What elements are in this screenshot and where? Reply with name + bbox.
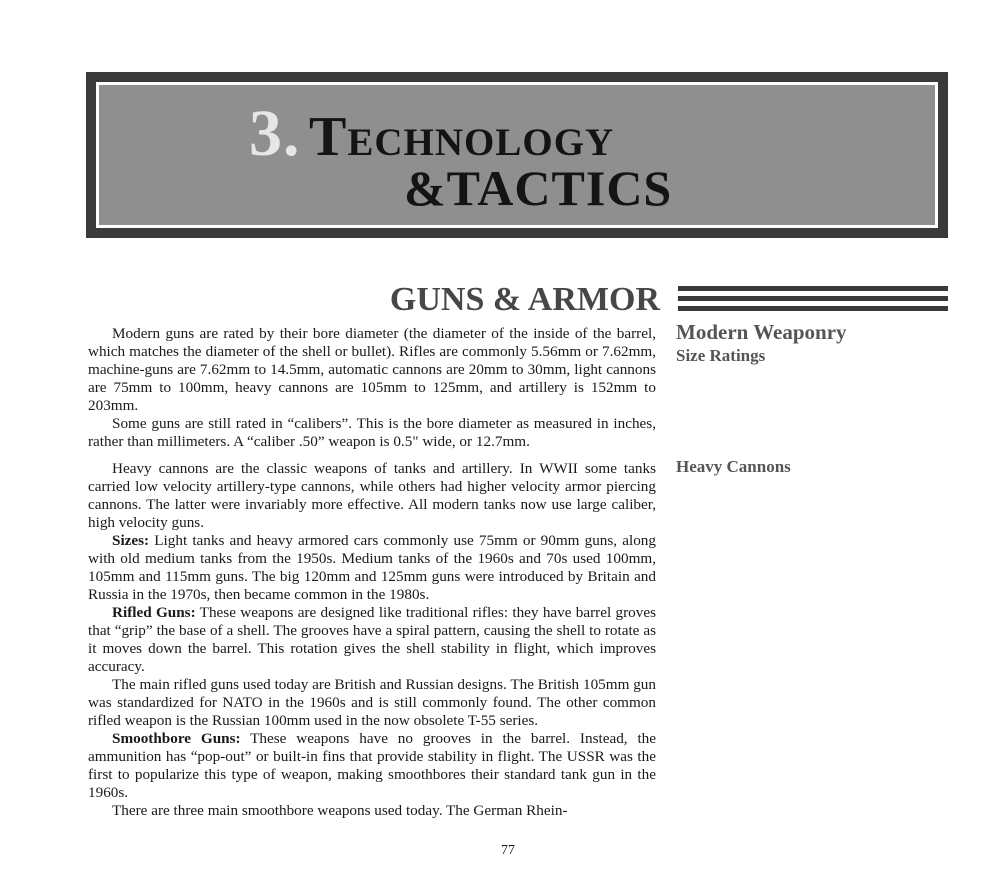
paragraph: Modern guns are rated by their bore diameter (the diameter of the inside of the barrel, which matches the diameter of the shell or bullet). Rifles are commonly 5.56mm or 7.62mm, machine-guns are 7.62mm to 14.5mm, automatic cannons are 20mm to 30mm, light cannons are 75mm to 100mm, heavy cannons are 105mm to 125mm, and artillery is 152mm to 203mm. (88, 325, 656, 414)
paragraph-smoothbore (88, 730, 656, 802)
heading-rule (678, 286, 948, 291)
size-ratings-text (88, 325, 656, 451)
lead-in: Smoothbore Guns: (112, 730, 241, 747)
banner-frame (96, 82, 938, 228)
paragraph-text: These weapons are designed like traditional rifles: they have barrel groves that “grip” the base of a shell. The grooves have a spiral pattern, causing the shell to rotate as it moves down the barrel. This rotation gives the shell stability in flight, which improves accuracy. (88, 604, 656, 675)
lead-in: Rifled Guns: (112, 604, 196, 621)
paragraph: There are three main smoothbore weapons used today. The German Rhein- (112, 802, 568, 819)
heavy-cannons-text (88, 460, 656, 820)
paragraph-text: Light tanks and heavy armored cars commonly use 75mm or 90mm guns, along with old medium tanks from the 1950s. Medium tanks of the 1960s and 70s used 100mm, 105mm and 115mm guns. The big 120mm and 125mm guns were introduced by Britain and Russia in the 1970s, then became common in the 1980s. (88, 532, 656, 603)
paragraph-text: These weapons have no grooves in the barrel. Instead, the ammunition has “pop-out” or built-in fins that provide stability in flight. The USSR was the first to popularize this type of weapon, making smoothbores their standard tank gun in the 1960s. (88, 730, 656, 801)
sidebar-title: Modern Weaponry (676, 320, 847, 344)
paragraph-rifled (88, 604, 656, 676)
heading-rule (678, 306, 948, 311)
sidebar-subtitle: Size Ratings (676, 346, 766, 365)
banner-panel (99, 85, 935, 225)
heading-rule (678, 296, 948, 301)
chapter-title-line1: Technology (309, 106, 615, 168)
sidebar-heading-heavy-cannons: Heavy Cannons (676, 457, 791, 476)
paragraph: Heavy cannons are the classic weapons of tanks and artillery. In WWII some tanks carried low velocity artillery-type cannons, while others had higher velocity armor piercing cannons. The latter were invariably more effective. All modern tanks now use large caliber, high velocity guns. (88, 460, 656, 531)
chapter-banner (86, 72, 948, 238)
page-number: 77 (501, 843, 515, 858)
section-title: GUNS & ARMOR (389, 281, 660, 318)
chapter-title-line2: &TACTICS (404, 160, 673, 216)
paragraph: The main rifled guns used today are British and Russian designs. The British 105mm gun was standardized for NATO in the 1960s and is still commonly found. The other common rifled weapon is the Russian 100mm used in the now obsolete T-55 series. (88, 676, 656, 729)
lead-in: Sizes: (112, 532, 150, 549)
paragraph: Some guns are still rated in “calibers”. This is the bore diameter as measured in inches, rather than millimeters. A “caliber .50” weapon is 0.5" wide, or 12.7mm. (88, 415, 656, 450)
paragraph-sizes (88, 532, 656, 604)
chapter-number: 3. (249, 97, 301, 170)
